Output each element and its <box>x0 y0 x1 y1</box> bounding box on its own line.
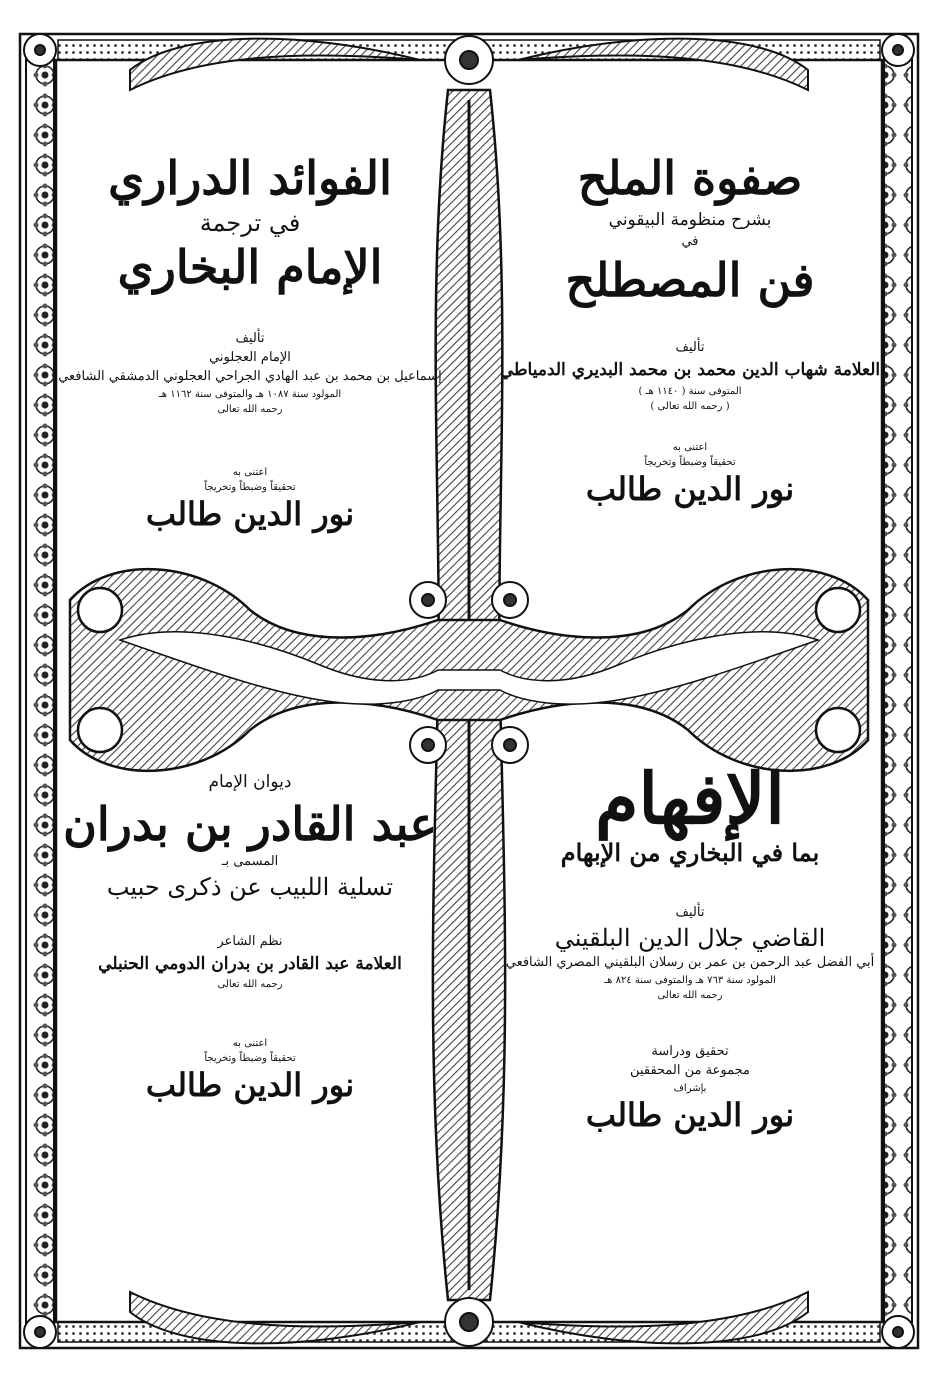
subtitle: بما في البخاري من الإبهام <box>560 838 820 867</box>
editor-name: نور الدين طالب <box>145 1066 355 1105</box>
author-title: القاضي جلال الدين البلقيني <box>554 924 826 953</box>
author-label: تأليف <box>675 340 705 356</box>
subtitle: في ترجمة <box>199 208 301 237</box>
editor-name: نور الدين طالب <box>585 469 795 508</box>
panel-bottom-left <box>50 770 450 1105</box>
editor-note: تحقيقاً وضبطاً وتخريجاً <box>204 481 296 493</box>
title: الفوائد الدراري <box>108 151 392 205</box>
editor-note: تحقيقاً وضبطاً وتخريجاً <box>644 456 736 468</box>
supervision-label: بإشراف <box>673 1082 707 1094</box>
subtitle: بشرح منظومة البيقوني <box>608 209 772 230</box>
title-2: فن المصطلح <box>565 252 815 307</box>
dates: المولود سنة ١٠٨٧ هـ والمتوفى سنة ١١٦٢ هـ <box>158 388 342 400</box>
author-label: تأليف <box>235 331 265 347</box>
connector: في <box>681 234 699 249</box>
author-label: نظم الشاعر <box>217 934 283 950</box>
subtitle: تسلية اللبيب عن ذكرى حبيب <box>106 872 394 901</box>
title: صفوة الملح <box>577 151 803 205</box>
author-label: تأليف <box>675 905 705 921</box>
author-name: إسماعيل بن محمد بن عبد الهادي الجراحي العجلوني الدمشقي الشافعي <box>58 368 442 384</box>
author-name: أبي الفضل عبد الرحمن بن عمر بن رسلان البلقيني المصري الشافعي <box>505 955 875 971</box>
mercy-phrase: رحمه الله تعالى <box>217 403 283 415</box>
title-2: الإمام البخاري <box>117 239 383 294</box>
title: عبد القادر بن بدران <box>63 796 437 851</box>
mercy-phrase: ( رحمه الله تعالى ) <box>650 400 730 412</box>
editor-note: تحقيقاً وضبطاً وتخريجاً <box>204 1053 296 1065</box>
editor-label: تحقيق ودراسة <box>651 1044 729 1060</box>
panel-top-right <box>490 150 890 508</box>
diwan-label: ديوان الإمام <box>208 772 292 792</box>
editor-label: اعتنى به <box>232 1038 268 1050</box>
editor-name: نور الدين طالب <box>585 1095 795 1134</box>
title: الإفهام <box>595 757 785 840</box>
panel-top-left <box>50 150 450 533</box>
author-title: الإمام العجلوني <box>209 350 291 366</box>
panel-bottom-right <box>490 757 890 1134</box>
named-label: المسمى بـ <box>221 854 279 869</box>
editor-label: اعتنى به <box>232 466 268 478</box>
author-name: العلامة عبد القادر بن بدران الدومي الحنبلي <box>98 953 402 974</box>
dates: المولود سنة ٧٦٣ هـ والمتوفى سنة ٨٢٤ هـ <box>604 975 776 987</box>
editor-note: مجموعة من المحققين <box>630 1062 750 1078</box>
mercy-phrase: رحمه الله تعالى <box>217 979 283 991</box>
mercy-phrase: رحمه الله تعالى <box>657 990 723 1002</box>
editor-name: نور الدين طالب <box>145 494 355 533</box>
author-name: العلامة شهاب الدين محمد بن محمد البديري الدمياطي <box>499 360 881 381</box>
death-date: المتوفى سنة ( ١١٤٠ هـ ) <box>638 385 742 397</box>
editor-label: اعتنى به <box>672 441 708 453</box>
